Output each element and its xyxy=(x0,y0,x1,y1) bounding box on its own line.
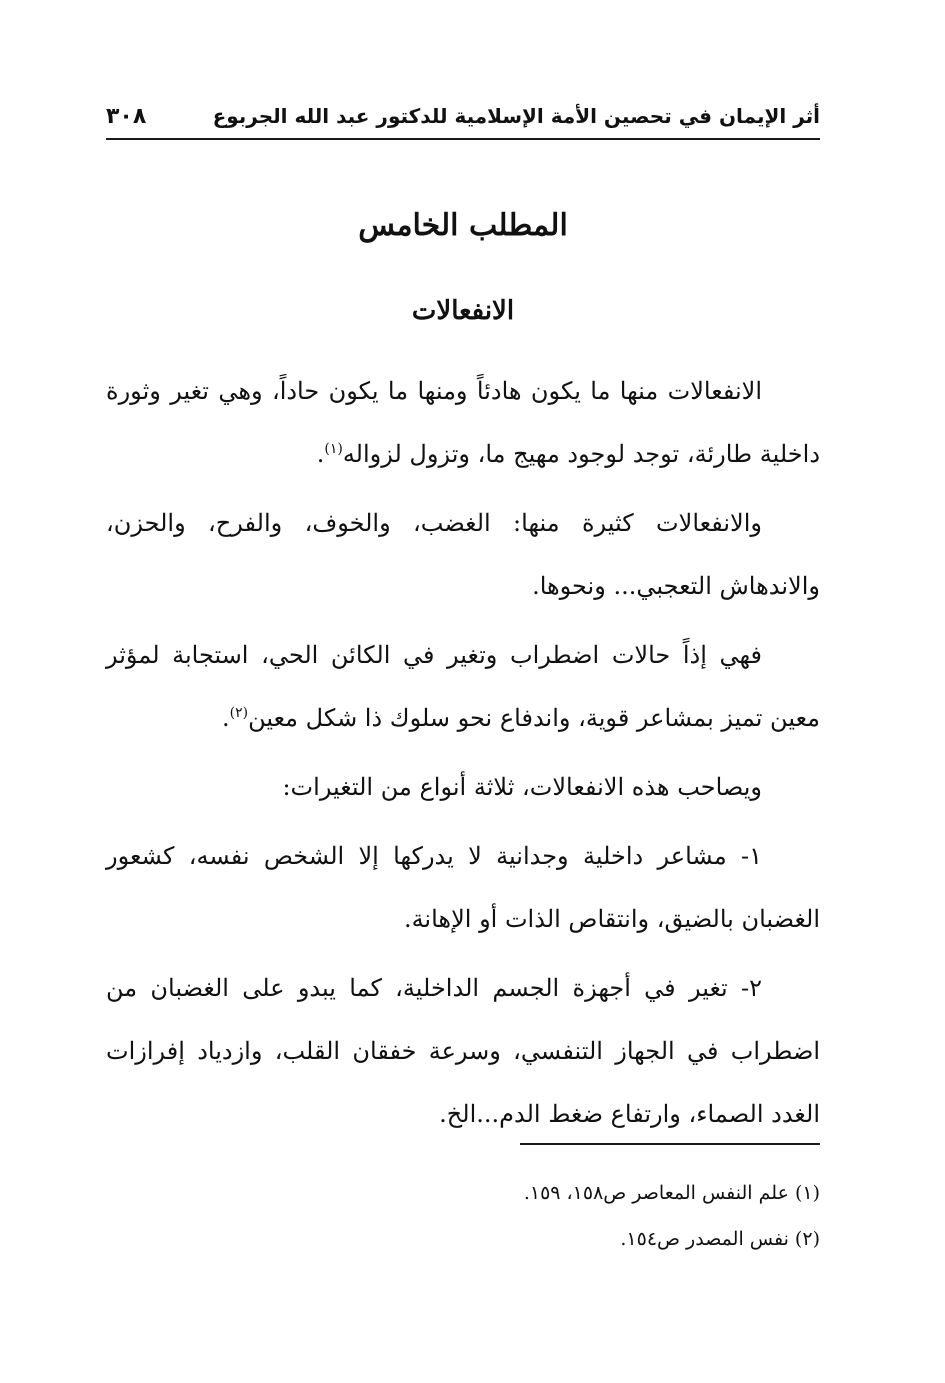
paragraph: والانفعالات كثيرة منها: الغضب، والخوف، والفرح، والحزن، والاندهاش التعجبي... ونحوها. xyxy=(106,509,820,600)
footnote-separator xyxy=(520,1143,820,1145)
book-title: أثر الإيمان في تحصين الأمة الإسلامية للدكتور عبد الله الجربوع xyxy=(212,104,820,128)
footnote: (١) علم النفس المعاصر ص١٥٨، ١٥٩. xyxy=(523,1182,820,1204)
body-text xyxy=(106,360,820,1152)
footnotes xyxy=(106,1170,820,1262)
footnote-reference[interactable]: (١) xyxy=(324,441,343,457)
running-header xyxy=(106,94,820,140)
paragraph: فهي إذاً حالات اضطراب وتغير في الكائن الحي، استجابة لمؤثر معين تميز بمشاعر قوية، واندفاع نحو سلوك ذا شكل معين$^{(٢)}$. xyxy=(106,641,820,732)
footnote: (٢) نفس المصدر ص١٥٤. xyxy=(620,1228,820,1250)
list-item: ٢- تغير في أجهزة الجسم الداخلية، كما يبدو على الغضبان من اضطراب في الجهاز التنفسي، وسرعة خفقان القلب، وازدياد إفرازات الغدد الصماء، وارتفاع ضغط الدم...الخ. xyxy=(106,974,820,1128)
section-title: المطلب الخامس xyxy=(358,208,568,243)
page-number: ٣٠٨ xyxy=(106,103,147,129)
list-item: ١- مشاعر داخلية وجدانية لا يدركها إلا الشخص نفسه، كشعور الغضبان بالضيق، وانتقاص الذات أو الإهانة. xyxy=(106,842,820,933)
paragraph: ويصاحب هذه الانفعالات، ثلاثة أنواع من التغيرات: xyxy=(282,773,762,801)
footnote-reference[interactable]: (٢) xyxy=(229,705,249,721)
section-subtitle: الانفعالات xyxy=(411,296,515,326)
paragraph: الانفعالات منها ما يكون هادئاً ومنها ما يكون حاداً، وهي تغير وثورة داخلية طارئة، توجد لوجود مهيج ما، وتزول لزواله$^{(١)}$. xyxy=(106,377,820,468)
